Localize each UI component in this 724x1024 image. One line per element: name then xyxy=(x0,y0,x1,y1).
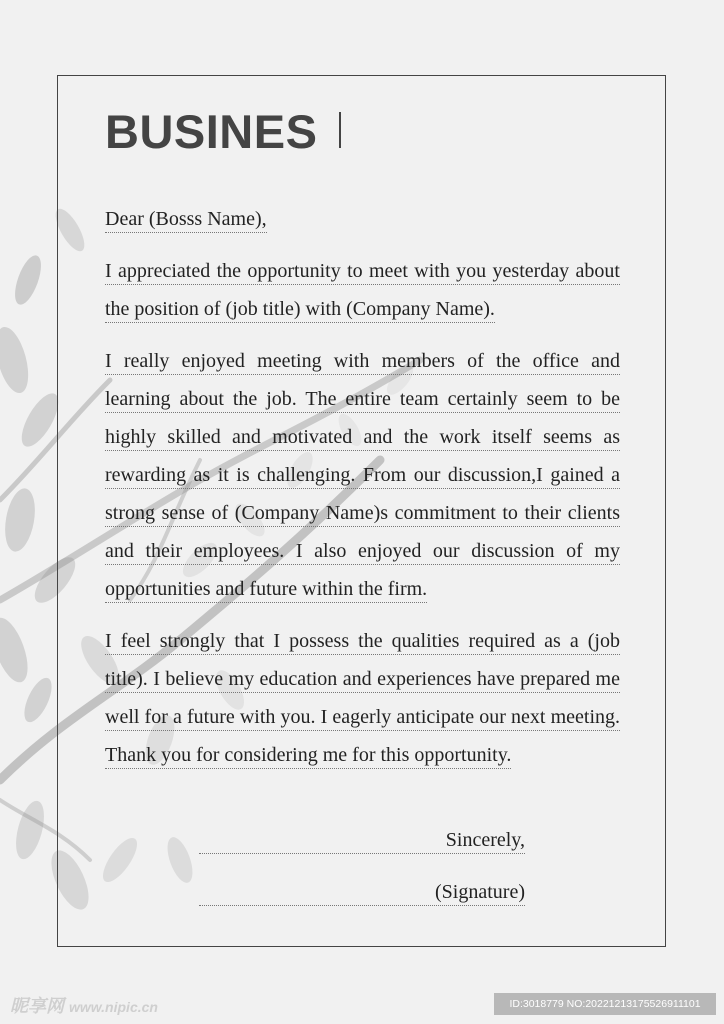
signature-text: (Signature) xyxy=(435,881,525,903)
watermark-logo-text: 昵享网 xyxy=(10,996,64,1016)
greeting-text: Dear (Bosss Name), xyxy=(105,208,267,233)
title-cursor-bar xyxy=(339,112,341,148)
closing-text: Sincerely, xyxy=(445,829,525,851)
letter-sheet xyxy=(57,75,666,947)
signature-line xyxy=(199,876,525,906)
signature-dotted-line xyxy=(199,905,525,906)
paragraph-1 xyxy=(105,252,620,328)
watermark-logo xyxy=(10,992,158,1018)
closing-line xyxy=(199,824,525,854)
paragraph-1-text: I appreciated the opportunity to meet with you yesterday about the position of (job title) with (Company Name). xyxy=(105,260,620,323)
paragraph-3 xyxy=(105,622,620,774)
closing-dotted-line xyxy=(199,853,525,854)
greeting-line xyxy=(105,200,620,238)
letter-title: BUSINES xyxy=(105,105,318,158)
paragraph-2-text: I really enjoyed meeting with members of the office and learning about the job. The entire team certainly seem to be highly skilled and motivated and the work itself seems as rewarding as it is challenging. From our discussion,I gained a strong sense of (Company Name)s commitment to their clients and their employees. I also enjoyed our discussion of my opportunities and future within the firm. xyxy=(105,350,620,603)
paragraph-3-text: I feel strongly that I possess the qualities required as a (job title). I believe my education and experiences have prepared me well for a future with you. I eagerly anticipate our next meeting. Thank you for considering me for this opportunity. xyxy=(105,630,620,769)
paragraph-2 xyxy=(105,342,620,608)
letter-body xyxy=(105,200,620,788)
watermark-image-id: ID:3018779 NO:20221213175526911101 xyxy=(494,993,716,1015)
watermark-logo-url: www.nipic.cn xyxy=(69,999,158,1015)
